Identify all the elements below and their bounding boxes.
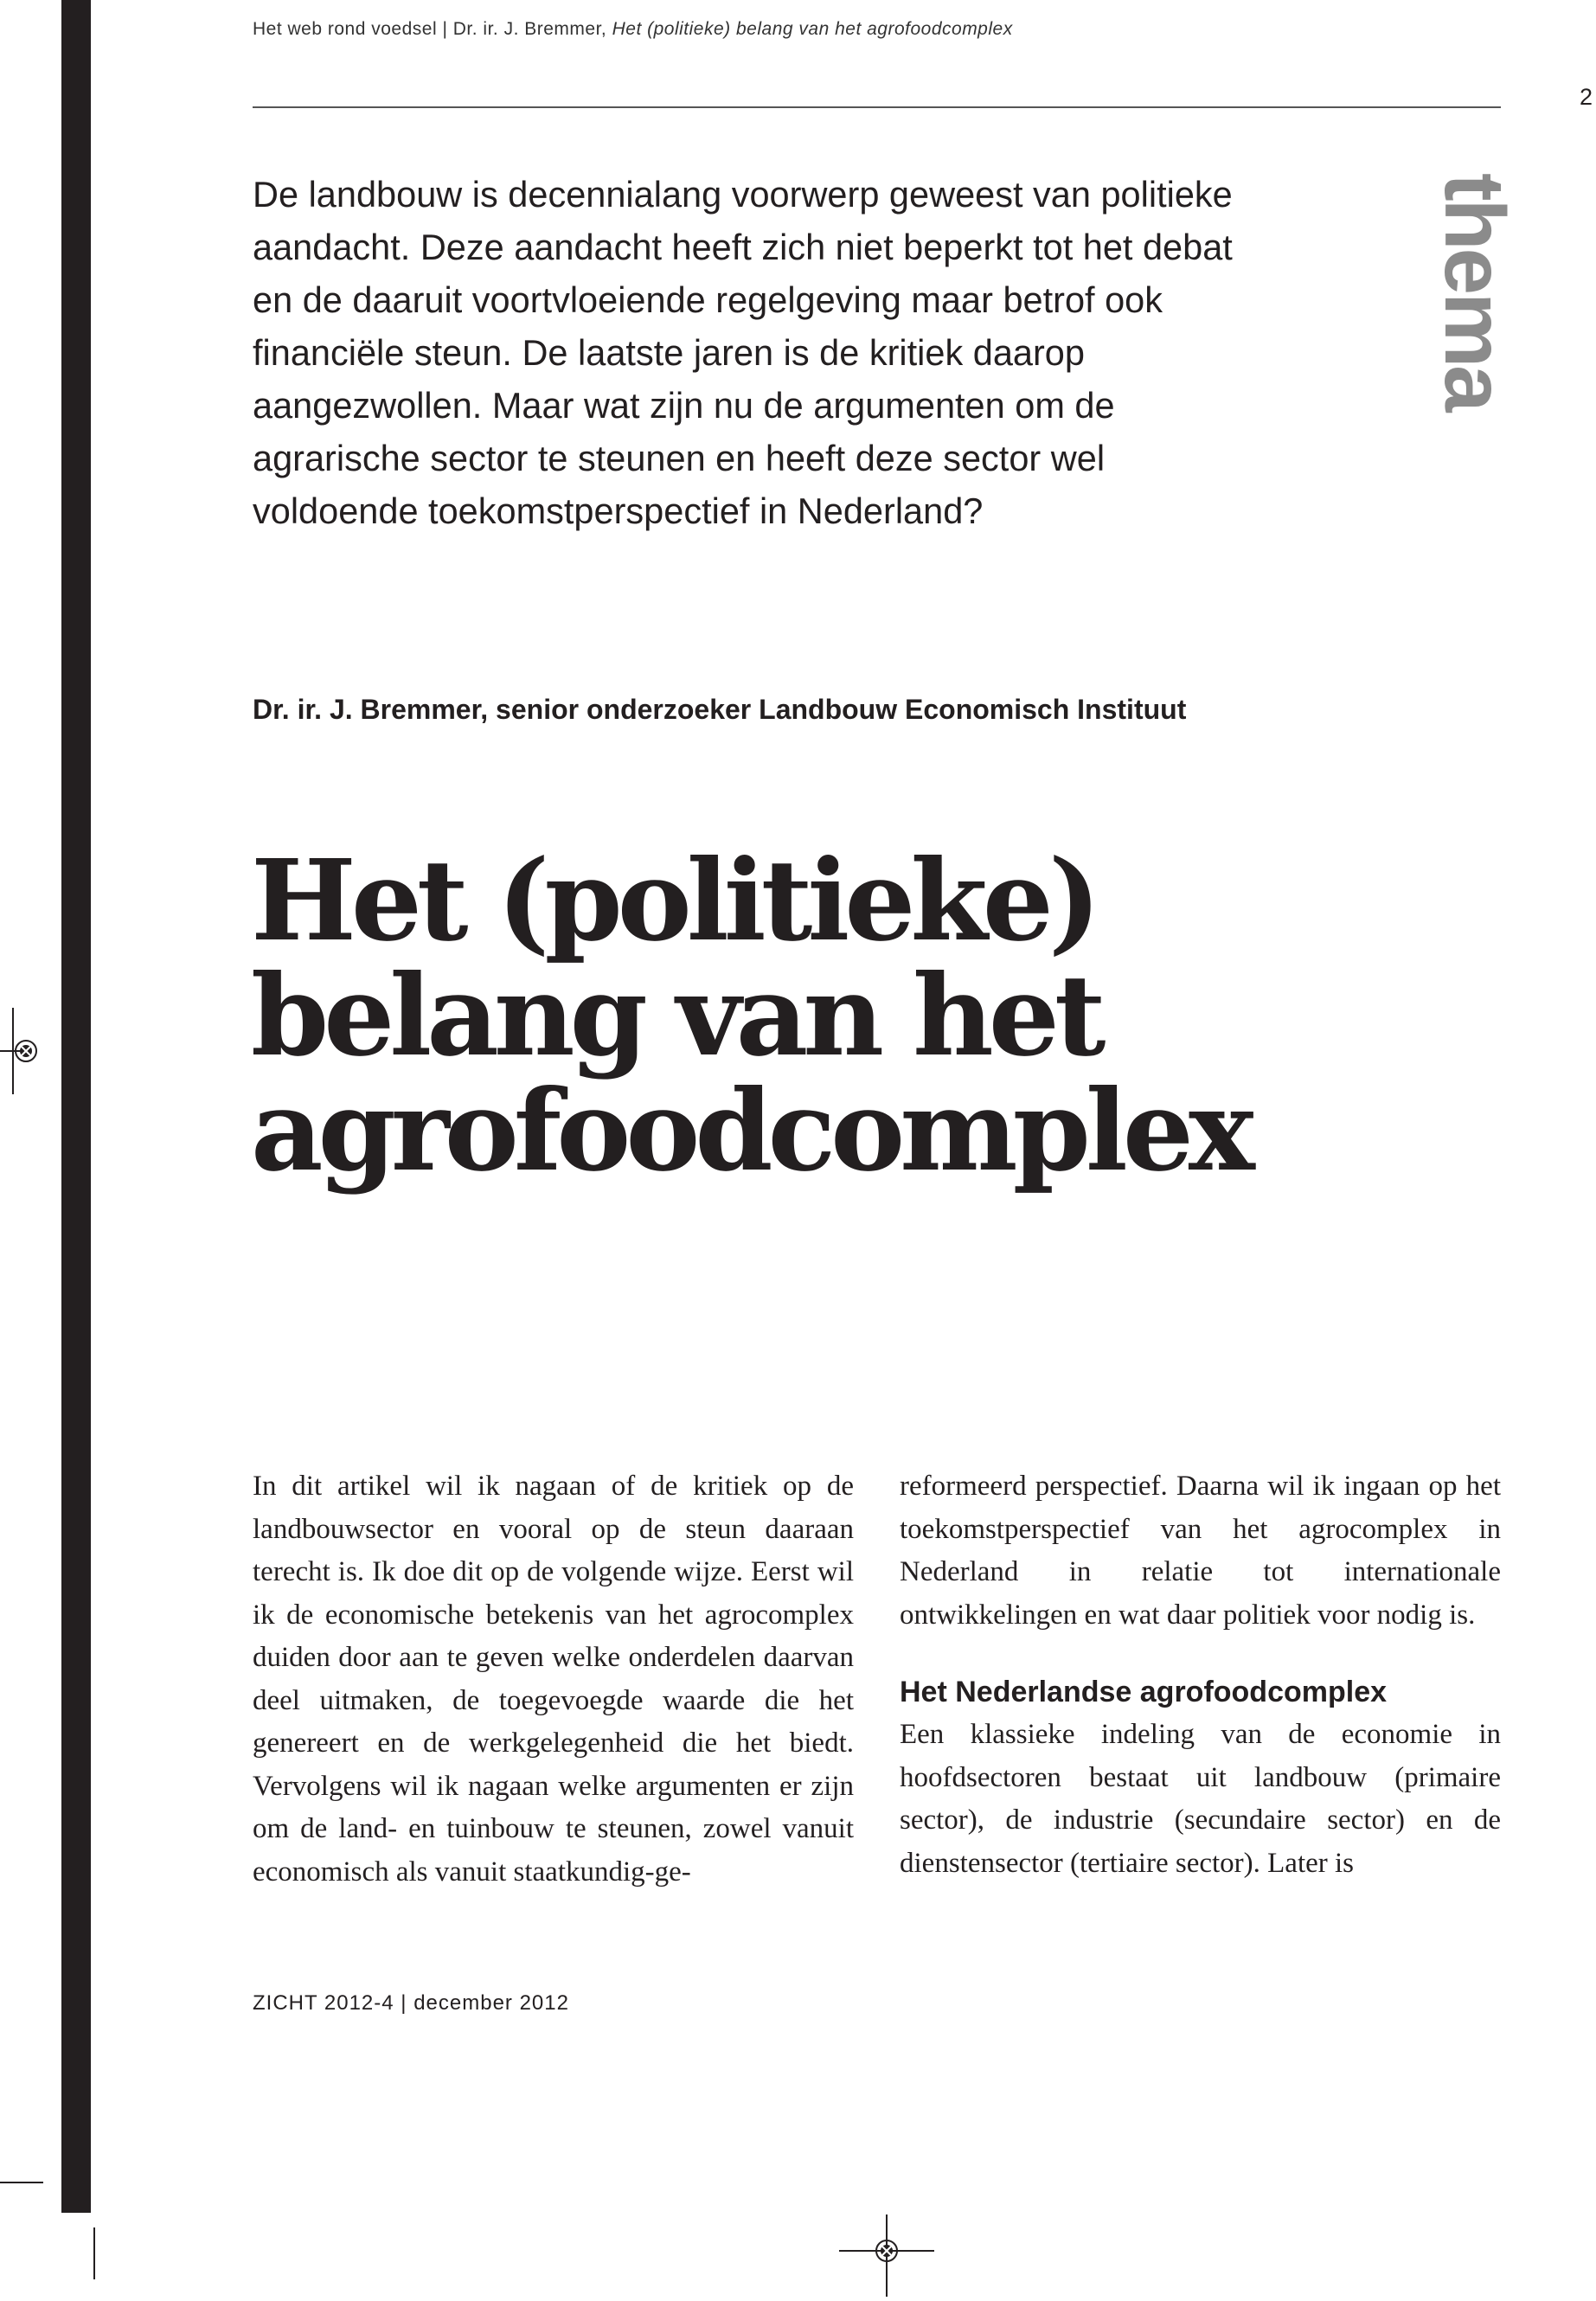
crop-mark bbox=[93, 2227, 95, 2279]
article-title bbox=[251, 836, 1375, 1196]
running-head-article-title: Het (politieke) belang van het agrofoodcomplex bbox=[612, 19, 1013, 39]
registration-mark-icon bbox=[9, 1034, 43, 1068]
page-footer: ZICHT 2012-4 | december 2012 bbox=[253, 1991, 569, 2015]
title-line-3: agrofoodcomplex bbox=[251, 1066, 1250, 1196]
crop-mark bbox=[0, 2182, 43, 2183]
title-line-1: Het (politieke) bbox=[251, 836, 1096, 966]
body-paragraph: In dit artikel wil ik nagaan of de kritiek op de landbouwsector en vooral op de steun daaraan terecht is. Ik doe dit op de volgende wijze. Eerst wil ik de economische betekenis van het agrocomplex duiden door aan te geven welke onderdelen daarvan deel uitmaken, de toegevoegde waarde die het genereert en de werkgelegenheid die het biedt. Vervolgens wil ik nagaan welke argumenten er zijn om de land- en tuinbouw te steunen, zowel vanuit economisch als vanuit staatkundig-ge- bbox=[253, 1471, 854, 1888]
section-heading: Het Nederlandse agrofoodcomplex bbox=[900, 1676, 1388, 1708]
body-column-left bbox=[253, 1465, 854, 1894]
author-byline: Dr. ir. J. Bremmer, senior onderzoeker Landbouw Economisch Instituut bbox=[253, 694, 1187, 725]
section-tag-thema: thema bbox=[1427, 173, 1522, 410]
intro-lead bbox=[253, 168, 1239, 537]
intro-text: De landbouw is decennialang voorwerp geweest van politieke aandacht. Deze aandacht heeft zich niet beperkt tot het debat en de daaruit voortvloeiende regelgeving maar betrof ook financiële steun. De laatste jaren is de kritiek daarop aangezwollen. Maar wat zijn nu de argumenten om de agrarische sector te steunen en heeft deze sector wel voldoende toekomstperspectief in Nederland? bbox=[253, 174, 1233, 531]
body-paragraph: Een klassieke indeling van de economie in hoofdsectoren bestaat uit landbouw (primaire sector), de industrie (secundaire sector) en de dienstensector (tertiaire sector). Later is bbox=[900, 1719, 1501, 1879]
header-rule bbox=[253, 106, 1501, 108]
running-head bbox=[253, 19, 1013, 40]
body-paragraph: reformeerd perspectief. Daarna wil ik ingaan op het toekomstperspectief van het agrocomplex in Nederland in relatie tot internationale ontwikkelingen en wat daar politiek voor nodig is. bbox=[900, 1471, 1501, 1631]
page-number: 2 bbox=[1580, 84, 1593, 110]
running-head-text: Het web rond voedsel | Dr. ir. J. Bremmer, bbox=[253, 19, 612, 39]
registration-mark-icon bbox=[869, 2234, 904, 2268]
black-spine-bar bbox=[61, 0, 91, 2213]
body-column-right bbox=[900, 1465, 1501, 1885]
title-line-2: belang van het bbox=[251, 951, 1101, 1081]
